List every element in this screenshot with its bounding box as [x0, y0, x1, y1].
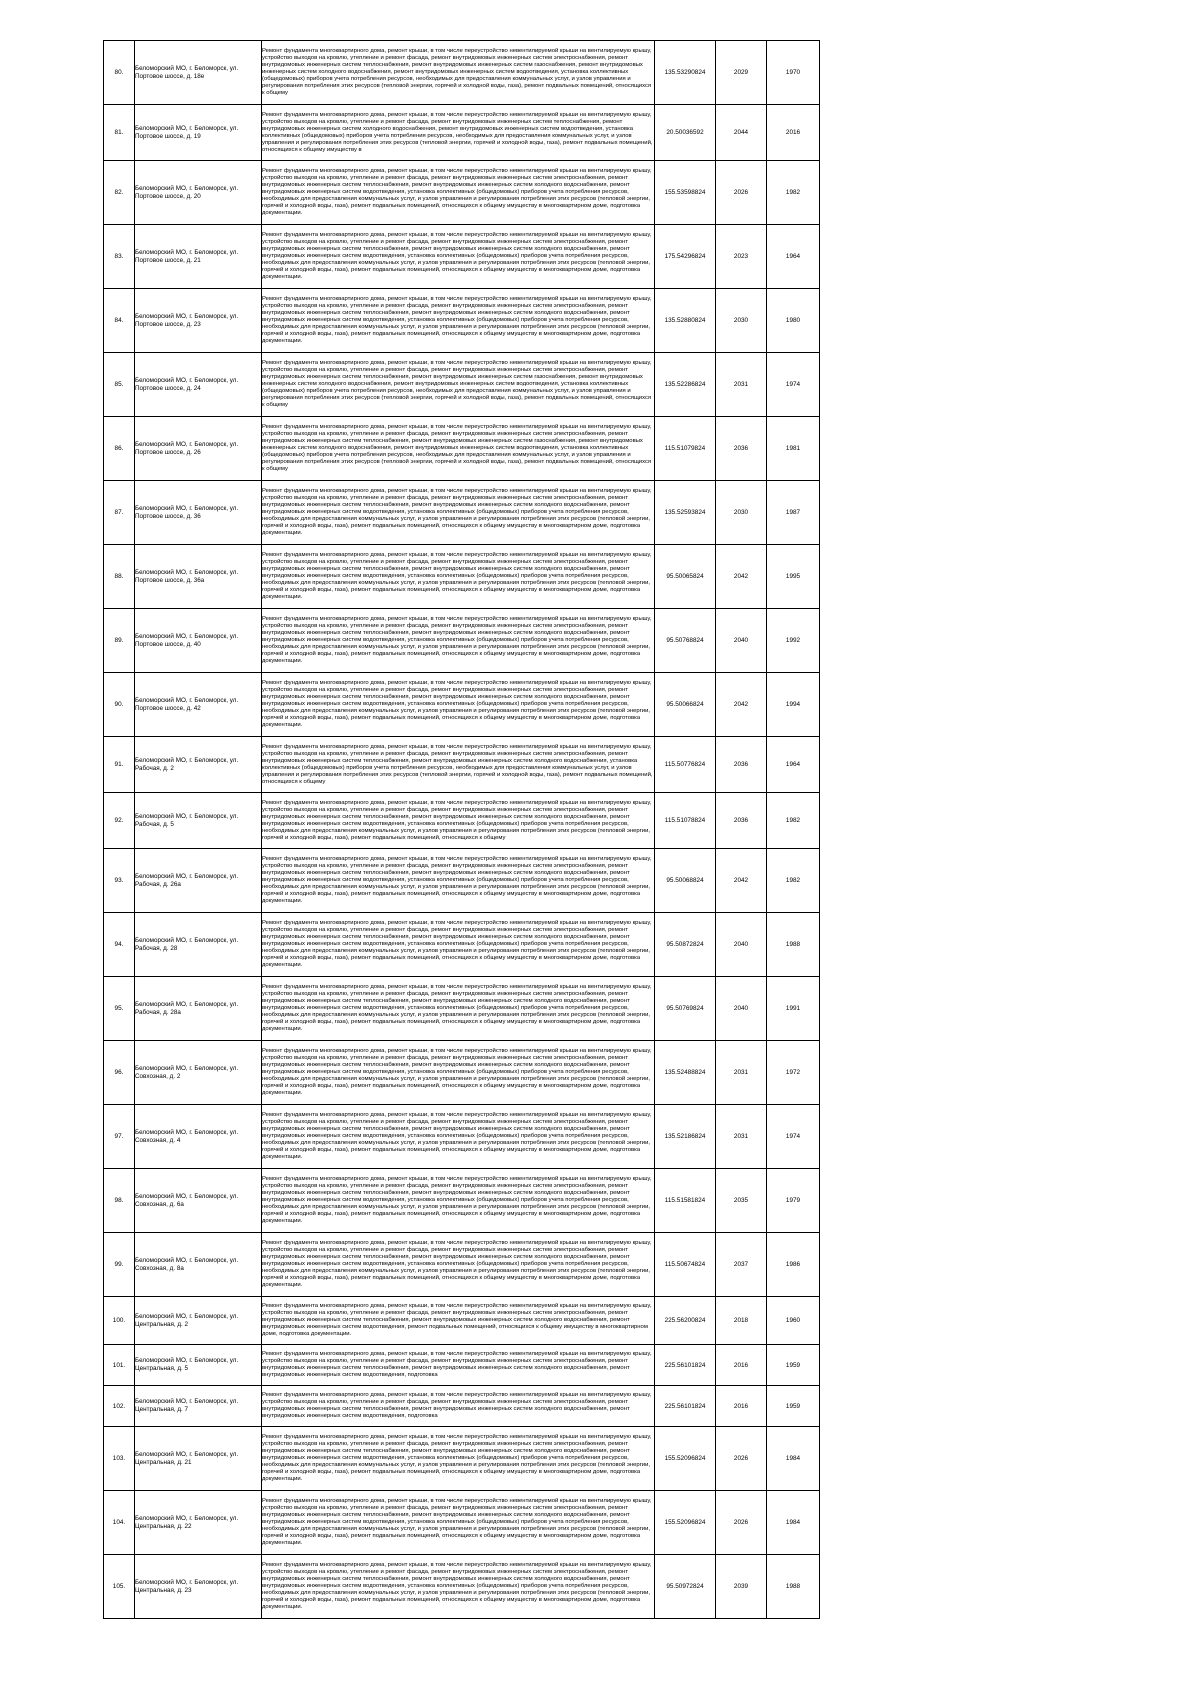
- row-number: 99.: [104, 1233, 135, 1297]
- row-works: [262, 41, 655, 105]
- table-row: [104, 1297, 820, 1345]
- row-number: 81.: [104, 105, 135, 161]
- row-repair-year: 2042: [716, 545, 767, 609]
- row-address: Беломорский МО, г. Беломорск, ул. Рабочая, д. 2: [135, 737, 262, 793]
- row-number: 83.: [104, 225, 135, 289]
- row-repair-year: 2030: [716, 481, 767, 545]
- row-cost: 95.50769824: [655, 977, 716, 1041]
- row-works: [262, 1345, 655, 1386]
- row-works: [262, 1233, 655, 1297]
- row-cost: 115.51078824: [655, 793, 716, 849]
- row-works: [262, 225, 655, 289]
- row-address: Беломорский МО, г. Беломорск, ул. Совхозная, д. 6а: [135, 1169, 262, 1233]
- row-repair-year: 2016: [716, 1345, 767, 1386]
- row-address: Беломорский МО, г. Беломорск, ул. Рабочая, д. 26а: [135, 849, 262, 913]
- row-works: [262, 737, 655, 793]
- row-works-text: Ремонт фундамента многоквартирного дома, ремонт крыши, в том числе переустройство невентилируемой крыши на вентилируемую крышу, устройство выходов на кровлю, утепление и ремонт фасада, ремонт внутридомовых инженерных систем электроснабжения, ремонт внутридомовых инженерных систем теплоснабжения, ремонт внутридомовых инженерных систем холодного водоснабжения, ремонт внутридомовых инженерных систем водоотведения, установка коллективных (общедомовых) приборов учета потребления ресурсов, необходимых для предоставления коммунальных услуг, и узлов управления и регулирования потребления этих ресурсов (тепловой энергии, горячей и холодной воды, газа), ремонт подвальных помещений, относящихся к общему имуществу в многоквартирном доме, подготовка документации.: [262, 1176, 652, 1224]
- row-number: 82.: [104, 161, 135, 225]
- row-works: [262, 1041, 655, 1105]
- row-works: [262, 545, 655, 609]
- row-cost: 95.50068824: [655, 849, 716, 913]
- row-repair-year: 2036: [716, 793, 767, 849]
- row-works-text: Ремонт фундамента многоквартирного дома, ремонт крыши, в том числе переустройство невентилируемой крыши на вентилируемую крышу, устройство выходов на кровлю, утепление и ремонт фасада, ремонт внутридомовых инженерных систем электроснабжения, ремонт внутридомовых инженерных систем теплоснабжения, ремонт внутридомовых инженерных систем холодного водоснабжения, ремонт внутридомовых инженерных систем водоотведения, установка коллективных (общедомовых) приборов учета потребления ресурсов, необходимых для предоставления коммунальных услуг, и узлов управления и регулирования потребления этих ресурсов (тепловой энергии, горячей и холодной воды, газа), ремонт подвальных помещений, относящихся к общему имуществу в многоквартирном доме, подготовка документации.: [262, 488, 652, 536]
- row-number: 104.: [104, 1491, 135, 1555]
- row-cost: 115.50674824: [655, 1233, 716, 1297]
- table-row: [104, 1491, 820, 1555]
- row-works-text: Ремонт фундамента многоквартирного дома, ремонт крыши, в том числе переустройство невентилируемой крыши на вентилируемую крышу, устройство выходов на кровлю, утепление и ремонт фасада, ремонт внутридомовых инженерных систем электроснабжения, ремонт внутридомовых инженерных систем теплоснабжения, ремонт внутридомовых инженерных систем холодного водоснабжения, ремонт внутридомовых инженерных систем водоотведения, установка коллективных (общедомовых) приборов учета потребления ресурсов, необходимых для предоставления коммунальных услуг, и узлов управления и регулирования потребления этих ресурсов (тепловой энергии, горячей и холодной воды, газа), ремонт подвальных помещений, относящихся к общему имуществу в многоквартирном доме, подготовка документации.: [262, 1562, 652, 1610]
- row-works-text: Ремонт фундамента многоквартирного дома, ремонт крыши, в том числе переустройство невентилируемой крыши на вентилируемую крышу, устройство выходов на кровлю, утепление и ремонт фасада, ремонт внутридомовых инженерных систем электроснабжения, ремонт внутридомовых инженерных систем теплоснабжения, ремонт внутридомовых инженерных систем холодного водоснабжения, ремонт внутридомовых инженерных систем водоотведения, установка коллективных (общедомовых) приборов учета потребления ресурсов, необходимых для предоставления коммунальных услуг, и узлов управления и регулирования потребления этих ресурсов (тепловой энергии, горячей и холодной воды, газа), ремонт подвальных помещений, относящихся к общему имуществу в многоквартирном доме, подготовка документации.: [262, 1112, 652, 1160]
- row-works-text: Ремонт фундамента многоквартирного дома, ремонт крыши, в том числе переустройство невентилируемой крыши на вентилируемую крышу, устройство выходов на кровлю, утепление и ремонт фасада, ремонт внутридомовых инженерных систем электроснабжения, ремонт внутридомовых инженерных систем теплоснабжения, ремонт внутридомовых инженерных систем холодного водоснабжения, ремонт внутридомовых инженерных систем водоотведения, установка коллективных (общедомовых) приборов учета потребления ресурсов, необходимых для предоставления коммунальных услуг, и узлов управления и регулирования потребления этих ресурсов (тепловой энергии, горячей и холодной воды, газа), ремонт подвальных помещений, относящихся к общему имуществу в многоквартирном доме, подготовка документации.: [262, 232, 652, 280]
- row-number: 90.: [104, 673, 135, 737]
- row-number: 102.: [104, 1386, 135, 1427]
- row-number: 89.: [104, 609, 135, 673]
- row-works: [262, 1427, 655, 1491]
- row-number: 91.: [104, 737, 135, 793]
- row-address: Беломорский МО, г. Беломорск, ул. Портовое шоссе, д. 26: [135, 417, 262, 481]
- row-works: [262, 609, 655, 673]
- row-cost: 155.52096824: [655, 1427, 716, 1491]
- row-built-year: 2016: [767, 105, 820, 161]
- table-row: [104, 353, 820, 417]
- row-repair-year: 2018: [716, 1297, 767, 1345]
- table-row: [104, 289, 820, 353]
- table-row: [104, 105, 820, 161]
- row-works: [262, 673, 655, 737]
- row-repair-year: 2037: [716, 1233, 767, 1297]
- row-built-year: 1984: [767, 1427, 820, 1491]
- row-built-year: 1972: [767, 1041, 820, 1105]
- row-cost: 225.56200824: [655, 1297, 716, 1345]
- row-address: Беломорский МО, г. Беломорск, ул. Портовое шоссе, д. 42: [135, 673, 262, 737]
- row-address: Беломорский МО, г. Беломорск, ул. Портовое шоссе, д. 36: [135, 481, 262, 545]
- row-works-text: Ремонт фундамента многоквартирного дома, ремонт крыши, в том числе переустройство невентилируемой крыши на вентилируемую крышу, устройство выходов на кровлю, утепление и ремонт фасада, ремонт внутридомовых инженерных систем электроснабжения, ремонт внутридомовых инженерных систем теплоснабжения, ремонт внутридомовых инженерных систем холодного водоснабжения, ремонт внутридомовых инженерных систем водоотведения, установка коллективных (общедомовых) приборов учета потребления ресурсов, необходимых для предоставления коммунальных услуг, и узлов управления и регулирования потребления этих ресурсов (тепловой энергии, горячей и холодной воды, газа), ремонт подвальных помещений, относящихся к общему имуществу в многоквартирном доме, подготовка документации.: [262, 1048, 652, 1096]
- row-built-year: 1980: [767, 289, 820, 353]
- row-cost: 115.51581824: [655, 1169, 716, 1233]
- row-number: 94.: [104, 913, 135, 977]
- table-row: [104, 1427, 820, 1491]
- row-cost: 225.56101824: [655, 1386, 716, 1427]
- row-works: [262, 481, 655, 545]
- row-works: [262, 977, 655, 1041]
- row-works: [262, 793, 655, 849]
- row-built-year: 1974: [767, 353, 820, 417]
- row-cost: 135.52488824: [655, 1041, 716, 1105]
- row-address: Беломорский МО, г. Беломорск, ул. Совхозная, д. 8а: [135, 1233, 262, 1297]
- row-built-year: 1992: [767, 609, 820, 673]
- row-built-year: 1964: [767, 225, 820, 289]
- row-number: 98.: [104, 1169, 135, 1233]
- table-row: [104, 609, 820, 673]
- document-page: [103, 40, 813, 1619]
- row-repair-year: 2016: [716, 1386, 767, 1427]
- row-cost: 95.50872824: [655, 913, 716, 977]
- row-address: Беломорский МО, г. Беломорск, ул. Портовое шоссе, д. 36а: [135, 545, 262, 609]
- row-works: [262, 105, 655, 161]
- row-repair-year: 2035: [716, 1169, 767, 1233]
- capital-repair-table: [103, 40, 820, 1619]
- row-cost: 155.53598824: [655, 161, 716, 225]
- table-row: [104, 1233, 820, 1297]
- row-works-text: Ремонт фундамента многоквартирного дома, ремонт крыши, в том числе переустройство невентилируемой крыши на вентилируемую крышу, устройство выходов на кровлю, утепление и ремонт фасада, ремонт внутридомовых инженерных систем электроснабжения, ремонт внутридомовых инженерных систем теплоснабжения, ремонт внутридомовых инженерных систем холодного водоснабжения, ремонт внутридомовых инженерных систем водоотведения, установка коллективных (общедомовых) приборов учета потребления ресурсов, необходимых для предоставления коммунальных услуг, и узлов управления и регулирования потребления этих ресурсов (тепловой энергии, горячей и холодной воды, газа), ремонт подвальных помещений, относящихся к общему имуществу в многоквартирном доме, подготовка документации.: [262, 1240, 652, 1288]
- row-repair-year: 2023: [716, 225, 767, 289]
- row-built-year: 1991: [767, 977, 820, 1041]
- row-address: Беломорский МО, г. Беломорск, ул. Центральная, д. 2: [135, 1297, 262, 1345]
- row-address: Беломорский МО, г. Беломорск, ул. Совхозная, д. 4: [135, 1105, 262, 1169]
- row-built-year: 1959: [767, 1386, 820, 1427]
- row-cost: 175.54296824: [655, 225, 716, 289]
- row-built-year: 1982: [767, 161, 820, 225]
- row-number: 93.: [104, 849, 135, 913]
- row-built-year: 1994: [767, 673, 820, 737]
- row-cost: 95.50066824: [655, 673, 716, 737]
- table-row: [104, 1555, 820, 1619]
- row-built-year: 1964: [767, 737, 820, 793]
- table-row: [104, 1169, 820, 1233]
- row-works-text: Ремонт фундамента многоквартирного дома, ремонт крыши, в том числе переустройство невентилируемой крыши на вентилируемую крышу, устройство выходов на кровлю, утепление и ремонт фасада, ремонт внутридомовых инженерных систем электроснабжения, ремонт внутридомовых инженерных систем теплоснабжения, ремонт внутридомовых инженерных систем холодного водоснабжения, ремонт внутридомовых инженерных систем водоотведения, установка коллективных (общедомовых) приборов учета потребления ресурсов, необходимых для предоставления коммунальных услуг, и узлов управления и регулирования потребления этих ресурсов (тепловой энергии, горячей и холодной воды, газа), ремонт подвальных помещений, относящихся к общему имуществу в многоквартирном доме, подготовка документации.: [262, 296, 652, 344]
- row-repair-year: 2036: [716, 417, 767, 481]
- row-cost: 135.52880824: [655, 289, 716, 353]
- table-row: [104, 1386, 820, 1427]
- row-repair-year: 2044: [716, 105, 767, 161]
- row-works-text: Ремонт фундамента многоквартирного дома, ремонт крыши, в том числе переустройство невентилируемой крыши на вентилируемую крышу, устройство выходов на кровлю, утепление и ремонт фасада, ремонт внутридомовых инженерных систем электроснабжения, ремонт внутридомовых инженерных систем теплоснабжения, ремонт внутридомовых инженерных систем газоснабжения, ремонт внутридомовых инженерных систем холодного водоснабжения, ремонт внутридомовых инженерных систем водоотведения, установка коллективных (общедомовых) приборов учета потребления ресурсов, необходимых для предоставления коммунальных услуг, и узлов управления и регулирования потребления этих ресурсов (тепловой энергии, горячей и холодной воды, газа), ремонт подвальных помещений, относящихся к общему: [262, 48, 652, 96]
- table-row: [104, 1041, 820, 1105]
- row-built-year: 1995: [767, 545, 820, 609]
- table-row: [104, 545, 820, 609]
- row-built-year: 1984: [767, 1491, 820, 1555]
- row-address: Беломорский МО, г. Беломорск, ул. Портовое шоссе, д. 18е: [135, 41, 262, 105]
- row-number: 84.: [104, 289, 135, 353]
- row-works: [262, 289, 655, 353]
- row-works-text: Ремонт фундамента многоквартирного дома, ремонт крыши, в том числе переустройство невентилируемой крыши на вентилируемую крышу, устройство выходов на кровлю, утепление и ремонт фасада, ремонт внутридомовых инженерных систем электроснабжения, ремонт внутридомовых инженерных систем теплоснабжения, ремонт внутридомовых инженерных систем холодного водоснабжения, установка коллективных (общедомовых) приборов учета потребления ресурсов, необходимых для предоставления коммунальных услуг, и узлов управления и регулирования потребления этих ресурсов (тепловой энергии, горячей и холодной воды, газа), ремонт подвальных помещений, относящихся к общему: [262, 743, 653, 785]
- row-works-text: Ремонт фундамента многоквартирного дома, ремонт крыши, в том числе переустройство невентилируемой крыши на вентилируемую крышу, устройство выходов на кровлю, утепление и ремонт фасада, ремонт внутридомовых инженерных систем электроснабжения, ремонт внутридомовых инженерных систем теплоснабжения, ремонт внутридомовых инженерных систем холодного водоснабжения, ремонт внутридомовых инженерных систем водоотведения, установка коллективных (общедомовых) приборов учета потребления ресурсов, необходимых для предоставления коммунальных услуг, и узлов управления и регулирования потребления этих ресурсов (тепловой энергии, горячей и холодной воды, газа), ремонт подвальных помещений, относящихся к общему имуществу в многоквартирном доме, подготовка документации.: [262, 1498, 652, 1546]
- row-works-text: Ремонт фундамента многоквартирного дома, ремонт крыши, в том числе переустройство невентилируемой крыши на вентилируемую крышу, устройство выходов на кровлю, утепление и ремонт фасада, ремонт внутридомовых инженерных систем электроснабжения, ремонт внутридомовых инженерных систем теплоснабжения, ремонт внутридомовых инженерных систем холодного водоснабжения, ремонт внутридомовых инженерных систем водоотведения, подготовка: [262, 1392, 652, 1419]
- row-number: 100.: [104, 1297, 135, 1345]
- row-address: Беломорский МО, г. Беломорск, ул. Центральная, д. 7: [135, 1386, 262, 1427]
- row-repair-year: 2030: [716, 289, 767, 353]
- table-row: [104, 1345, 820, 1386]
- row-cost: 225.56101824: [655, 1345, 716, 1386]
- row-number: 88.: [104, 545, 135, 609]
- row-works-text: Ремонт фундамента многоквартирного дома, ремонт крыши, в том числе переустройство невентилируемой крыши на вентилируемую крышу, устройство выходов на кровлю, утепление и ремонт фасада, ремонт внутридомовых инженерных систем электроснабжения, ремонт внутридомовых инженерных систем теплоснабжения, ремонт внутридомовых инженерных систем холодного водоснабжения, ремонт внутридомовых инженерных систем водоотведения, ремонт подвальных помещений, относящихся к общему имуществу в многоквартирном доме, подготовка документации.: [262, 1303, 652, 1337]
- row-works-text: Ремонт фундамента многоквартирного дома, ремонт крыши, в том числе переустройство невентилируемой крыши на вентилируемую крышу, устройство выходов на кровлю, утепление и ремонт фасада, ремонт внутридомовых инженерных систем электроснабжения, ремонт внутридомовых инженерных систем теплоснабжения, ремонт внутридомовых инженерных систем газоснабжения, ремонт внутридомовых инженерных систем холодного водоснабжения, ремонт внутридомовых инженерных систем водоотведения, установка коллективных (общедомовых) приборов учета потребления ресурсов, необходимых для предоставления коммунальных услуг, и узлов управления и регулирования потребления этих ресурсов (тепловой энергии, горячей и холодной воды, газа), ремонт подвальных помещений, относящихся к общему: [262, 360, 652, 408]
- row-repair-year: 2026: [716, 161, 767, 225]
- row-repair-year: 2031: [716, 353, 767, 417]
- row-address: Беломорский МО, г. Беломорск, ул. Совхозная, д. 2: [135, 1041, 262, 1105]
- row-works-text: Ремонт фундамента многоквартирного дома, ремонт крыши, в том числе переустройство невентилируемой крыши на вентилируемую крышу, устройство выходов на кровлю, утепление и ремонт фасада, ремонт внутридомовых инженерных систем электроснабжения, ремонт внутридомовых инженерных систем теплоснабжения, ремонт внутридомовых инженерных систем газоснабжения, ремонт внутридомовых инженерных систем холодного водоснабжения, ремонт внутридомовых инженерных систем водоотведения, установка коллективных (общедомовых) приборов учета потребления ресурсов, необходимых для предоставления коммунальных услуг, и узлов управления и регулирования потребления этих ресурсов (тепловой энергии, горячей и холодной воды, газа), ремонт подвальных помещений, относящихся к общему: [262, 424, 652, 472]
- row-number: 101.: [104, 1345, 135, 1386]
- row-cost: 135.52593824: [655, 481, 716, 545]
- row-number: 103.: [104, 1427, 135, 1491]
- row-works: [262, 1386, 655, 1427]
- row-repair-year: 2029: [716, 41, 767, 105]
- row-address: Беломорский МО, г. Беломорск, ул. Центральная, д. 23: [135, 1555, 262, 1619]
- table-row: [104, 737, 820, 793]
- row-cost: 135.52286824: [655, 353, 716, 417]
- row-repair-year: 2026: [716, 1491, 767, 1555]
- row-repair-year: 2042: [716, 673, 767, 737]
- row-address: Беломорский МО, г. Беломорск, ул. Портовое шоссе, д. 24: [135, 353, 262, 417]
- row-works: [262, 849, 655, 913]
- row-works-text: Ремонт фундамента многоквартирного дома, ремонт крыши, в том числе переустройство невентилируемой крыши на вентилируемую крышу, устройство выходов на кровлю, утепление и ремонт фасада, ремонт внутридомовых инженерных систем электроснабжения, ремонт внутридомовых инженерных систем теплоснабжения, ремонт внутридомовых инженерных систем холодного водоснабжения, ремонт внутридомовых инженерных систем водоотведения, установка коллективных (общедомовых) приборов учета потребления ресурсов, необходимых для предоставления коммунальных услуг, и узлов управления и регулирования потребления этих ресурсов (тепловой энергии, горячей и холодной воды, газа), ремонт подвальных помещений, относящихся к общему имуществу в многоквартирном доме, подготовка документации.: [262, 1434, 652, 1482]
- row-number: 96.: [104, 1041, 135, 1105]
- row-cost: 155.52096824: [655, 1491, 716, 1555]
- row-repair-year: 2026: [716, 1427, 767, 1491]
- row-cost: 115.51079824: [655, 417, 716, 481]
- table-row: [104, 225, 820, 289]
- row-number: 87.: [104, 481, 135, 545]
- table-row: [104, 849, 820, 913]
- row-repair-year: 2031: [716, 1105, 767, 1169]
- table-row: [104, 41, 820, 105]
- row-repair-year: 2040: [716, 913, 767, 977]
- row-works-text: Ремонт фундамента многоквартирного дома, ремонт крыши, в том числе переустройство невентилируемой крыши на вентилируемую крышу, устройство выходов на кровлю, утепление и ремонт фасада, ремонт внутридомовых инженерных систем электроснабжения, ремонт внутридомовых инженерных систем теплоснабжения, ремонт внутридомовых инженерных систем холодного водоснабжения, ремонт внутридомовых инженерных систем водоотведения, установка коллективных (общедомовых) приборов учета потребления ресурсов, необходимых для предоставления коммунальных услуг, и узлов управления и регулирования потребления этих ресурсов (тепловой энергии, горячей и холодной воды, газа), ремонт подвальных помещений, относящихся к общему имуществу в многоквартирном доме, подготовка документации.: [262, 680, 652, 728]
- row-cost: 135.53290824: [655, 41, 716, 105]
- row-works: [262, 1555, 655, 1619]
- row-address: Беломорский МО, г. Беломорск, ул. Портовое шоссе, д. 21: [135, 225, 262, 289]
- row-works: [262, 353, 655, 417]
- row-address: Беломорский МО, г. Беломорск, ул. Портовое шоссе, д. 40: [135, 609, 262, 673]
- row-address: Беломорский МО, г. Беломорск, ул. Портовое шоссе, д. 23: [135, 289, 262, 353]
- row-cost: 95.50972824: [655, 1555, 716, 1619]
- row-works: [262, 417, 655, 481]
- row-address: Беломорский МО, г. Беломорск, ул. Рабочая, д. 28а: [135, 977, 262, 1041]
- row-address: Беломорский МО, г. Беломорск, ул. Центральная, д. 5: [135, 1345, 262, 1386]
- row-built-year: 1959: [767, 1345, 820, 1386]
- row-works: [262, 1491, 655, 1555]
- table-body: [104, 41, 820, 1619]
- table-row: [104, 977, 820, 1041]
- row-cost: 95.50768824: [655, 609, 716, 673]
- row-repair-year: 2039: [716, 1555, 767, 1619]
- table-row: [104, 417, 820, 481]
- row-works: [262, 1169, 655, 1233]
- row-repair-year: 2042: [716, 849, 767, 913]
- row-number: 97.: [104, 1105, 135, 1169]
- row-works-text: Ремонт фундамента многоквартирного дома, ремонт крыши, в том числе переустройство невентилируемой крыши на вентилируемую крышу, устройство выходов на кровлю, утепление и ремонт фасада, ремонт внутридомовых инженерных систем электроснабжения, ремонт внутридомовых инженерных систем теплоснабжения, ремонт внутридомовых инженерных систем холодного водоснабжения, ремонт внутридомовых инженерных систем водоотведения, установка коллективных (общедомовых) приборов учета потребления ресурсов, необходимых для предоставления коммунальных услуг, и узлов управления и регулирования потребления этих ресурсов (тепловой энергии, горячей и холодной воды, газа), ремонт подвальных помещений, относящихся к общему имуществу в многоквартирном доме, подготовка документации.: [262, 984, 652, 1032]
- row-cost: 95.50065824: [655, 545, 716, 609]
- row-built-year: 1982: [767, 849, 820, 913]
- row-number: 86.: [104, 417, 135, 481]
- row-built-year: 1988: [767, 1555, 820, 1619]
- row-address: Беломорский МО, г. Беломорск, ул. Центральная, д. 22: [135, 1491, 262, 1555]
- row-works: [262, 1297, 655, 1345]
- row-cost: 135.52186824: [655, 1105, 716, 1169]
- row-works-text: Ремонт фундамента многоквартирного дома, ремонт крыши, в том числе переустройство невентилируемой крыши на вентилируемую крышу, устройство выходов на кровлю, утепление и ремонт фасада, ремонт внутридомовых инженерных систем электроснабжения, ремонт внутридомовых инженерных систем теплоснабжения, ремонт внутридомовых инженерных систем холодного водоснабжения, ремонт внутридомовых инженерных систем водоотведения, установка коллективных (общедомовых) приборов учета потребления ресурсов, необходимых для предоставления коммунальных услуг, и узлов управления и регулирования потребления этих ресурсов (тепловой энергии, горячей и холодной воды, газа), ремонт подвальных помещений, относящихся к общему: [262, 799, 652, 841]
- row-address: Беломорский МО, г. Беломорск, ул. Центральная, д. 21: [135, 1427, 262, 1491]
- table-row: [104, 481, 820, 545]
- row-built-year: 1982: [767, 793, 820, 849]
- row-built-year: 1988: [767, 913, 820, 977]
- row-works-text: Ремонт фундамента многоквартирного дома, ремонт крыши, в том числе переустройство невентилируемой крыши на вентилируемую крышу, устройство выходов на кровлю, утепление и ремонт фасада, ремонт внутридомовых инженерных систем электроснабжения, ремонт внутридомовых инженерных систем теплоснабжения, ремонт внутридомовых инженерных систем холодного водоснабжения, ремонт внутридомовых инженерных систем водоотведения, подготовка: [262, 1351, 652, 1378]
- row-built-year: 1974: [767, 1105, 820, 1169]
- row-works-text: Ремонт фундамента многоквартирного дома, ремонт крыши, в том числе переустройство невентилируемой крыши на вентилируемую крышу, устройство выходов на кровлю, утепление и ремонт фасада, ремонт внутридомовых инженерных систем электроснабжения, ремонт внутридомовых инженерных систем теплоснабжения, ремонт внутридомовых инженерных систем холодного водоснабжения, ремонт внутридомовых инженерных систем водоотведения, установка коллективных (общедомовых) приборов учета потребления ресурсов, необходимых для предоставления коммунальных услуг, и узлов управления и регулирования потребления этих ресурсов (тепловой энергии, горячей и холодной воды, газа), ремонт подвальных помещений, относящихся к общему имуществу в многоквартирном доме, подготовка документации.: [262, 920, 652, 968]
- table-row: [104, 913, 820, 977]
- table-row: [104, 673, 820, 737]
- row-address: Беломорский МО, г. Беломорск, ул. Рабочая, д. 5: [135, 793, 262, 849]
- row-works: [262, 1105, 655, 1169]
- row-number: 85.: [104, 353, 135, 417]
- row-repair-year: 2036: [716, 737, 767, 793]
- row-works-text: Ремонт фундамента многоквартирного дома, ремонт крыши, в том числе переустройство невентилируемой крыши на вентилируемую крышу, устройство выходов на кровлю, утепление и ремонт фасада, ремонт внутридомовых инженерных систем теплоснабжения, ремонт внутридомовых инженерных систем холодного водоснабжения, ремонт внутридомовых инженерных систем водоотведения, установка коллективных (общедомовых) приборов учета потребления ресурсов, необходимых для предоставления коммунальных услуг, и узлов управления и регулирования потребления этих ресурсов (тепловой энергии, горячей и холодной воды, газа), ремонт подвальных помещений, относящихся к общему имуществу в: [262, 111, 653, 153]
- row-number: 80.: [104, 41, 135, 105]
- row-number: 105.: [104, 1555, 135, 1619]
- row-built-year: 1970: [767, 41, 820, 105]
- row-cost: 115.50776824: [655, 737, 716, 793]
- row-built-year: 1987: [767, 481, 820, 545]
- row-number: 92.: [104, 793, 135, 849]
- table-row: [104, 161, 820, 225]
- row-works: [262, 913, 655, 977]
- row-repair-year: 2040: [716, 609, 767, 673]
- table-row: [104, 1105, 820, 1169]
- row-repair-year: 2040: [716, 977, 767, 1041]
- row-built-year: 1981: [767, 417, 820, 481]
- row-works-text: Ремонт фундамента многоквартирного дома, ремонт крыши, в том числе переустройство невентилируемой крыши на вентилируемую крышу, устройство выходов на кровлю, утепление и ремонт фасада, ремонт внутридомовых инженерных систем электроснабжения, ремонт внутридомовых инженерных систем теплоснабжения, ремонт внутридомовых инженерных систем холодного водоснабжения, ремонт внутридомовых инженерных систем водоотведения, установка коллективных (общедомовых) приборов учета потребления ресурсов, необходимых для предоставления коммунальных услуг, и узлов управления и регулирования потребления этих ресурсов (тепловой энергии, горячей и холодной воды, газа), ремонт подвальных помещений, относящихся к общему имуществу в многоквартирном доме, подготовка документации.: [262, 168, 652, 216]
- row-address: Беломорский МО, г. Беломорск, ул. Портовое шоссе, д. 19: [135, 105, 262, 161]
- table-row: [104, 793, 820, 849]
- row-address: Беломорский МО, г. Беломорск, ул. Портовое шоссе, д. 20: [135, 161, 262, 225]
- row-number: 95.: [104, 977, 135, 1041]
- row-works-text: Ремонт фундамента многоквартирного дома, ремонт крыши, в том числе переустройство невентилируемой крыши на вентилируемую крышу, устройство выходов на кровлю, утепление и ремонт фасада, ремонт внутридомовых инженерных систем электроснабжения, ремонт внутридомовых инженерных систем теплоснабжения, ремонт внутридомовых инженерных систем холодного водоснабжения, ремонт внутридомовых инженерных систем водоотведения, установка коллективных (общедомовых) приборов учета потребления ресурсов, необходимых для предоставления коммунальных услуг, и узлов управления и регулирования потребления этих ресурсов (тепловой энергии, горячей и холодной воды, газа), ремонт подвальных помещений, относящихся к общему имуществу в многоквартирном доме, подготовка документации.: [262, 552, 652, 600]
- row-built-year: 1986: [767, 1233, 820, 1297]
- row-cost: 20.50036592: [655, 105, 716, 161]
- row-address: Беломорский МО, г. Беломорск, ул. Рабочая, д. 28: [135, 913, 262, 977]
- row-built-year: 1979: [767, 1169, 820, 1233]
- row-works: [262, 161, 655, 225]
- row-works-text: Ремонт фундамента многоквартирного дома, ремонт крыши, в том числе переустройство невентилируемой крыши на вентилируемую крышу, устройство выходов на кровлю, утепление и ремонт фасада, ремонт внутридомовых инженерных систем электроснабжения, ремонт внутридомовых инженерных систем теплоснабжения, ремонт внутридомовых инженерных систем холодного водоснабжения, ремонт внутридомовых инженерных систем водоотведения, установка коллективных (общедомовых) приборов учета потребления ресурсов, необходимых для предоставления коммунальных услуг, и узлов управления и регулирования потребления этих ресурсов (тепловой энергии, горячей и холодной воды, газа), ремонт подвальных помещений, относящихся к общему имуществу в многоквартирном доме, подготовка документации.: [262, 616, 652, 664]
- row-built-year: 1960: [767, 1297, 820, 1345]
- row-repair-year: 2031: [716, 1041, 767, 1105]
- row-works-text: Ремонт фундамента многоквартирного дома, ремонт крыши, в том числе переустройство невентилируемой крыши на вентилируемую крышу, устройство выходов на кровлю, утепление и ремонт фасада, ремонт внутридомовых инженерных систем электроснабжения, ремонт внутридомовых инженерных систем теплоснабжения, ремонт внутридомовых инженерных систем холодного водоснабжения, ремонт внутридомовых инженерных систем водоотведения, установка коллективных (общедомовых) приборов учета потребления ресурсов, необходимых для предоставления коммунальных услуг, и узлов управления и регулирования потребления этих ресурсов (тепловой энергии, горячей и холодной воды, газа), ремонт подвальных помещений, относящихся к общему имуществу в многоквартирном доме, подготовка документации.: [262, 856, 652, 904]
